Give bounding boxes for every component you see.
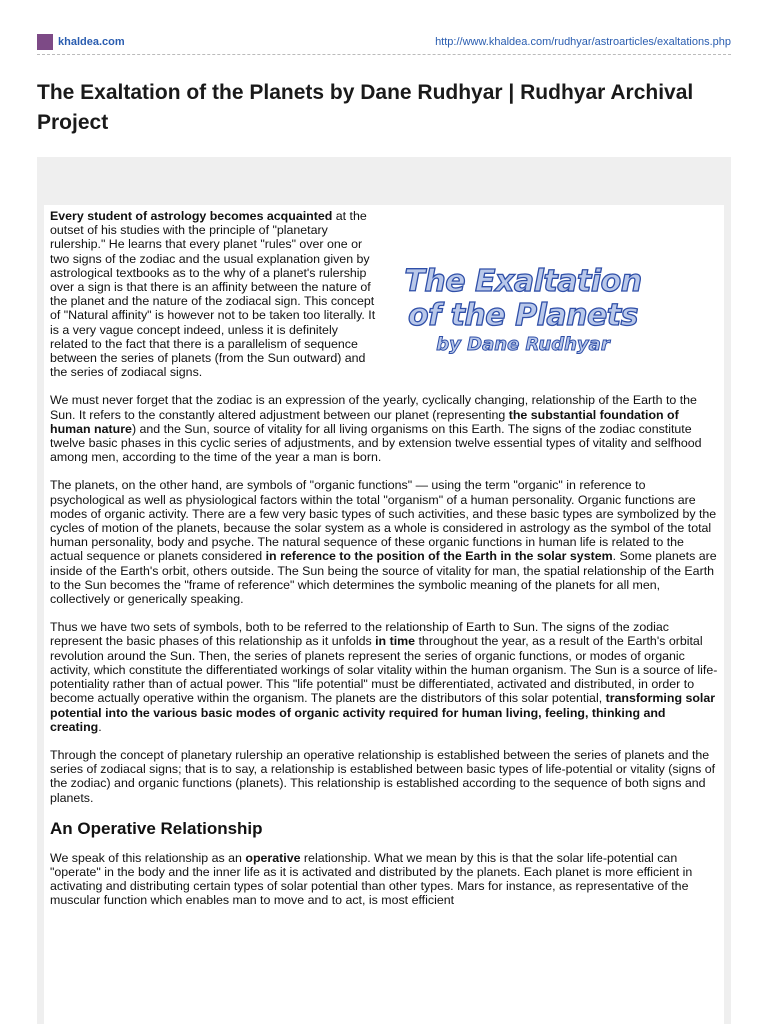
text: Through the concept of planetary rulership an operative relationship is established between the series of planets and the series of zodiacal signs; that is to say, a relationship is established between basic types of life-potential or vitality (signs of the zodiac) and organic functions (planets). This relationship is established according to the sequence of both signs and planets. bbox=[50, 747, 716, 805]
article-body bbox=[44, 205, 724, 1024]
paragraph-2 bbox=[50, 393, 718, 464]
text: at the outset of his studies with the principle of "planetary rulership." He learns that every planet "rules" over one or two signs of the zodiac and the usual explanation given by astrological textbooks as to the why of a planet's rulership over a sign is that there is an affinity between the nature of the planet and the nature of the zodiacal sign. This concept of "Natural affinity" is however not to be taken too literally. It is a very vague concept indeed, unless it is definitely related to the fact that there is a parallelism of sequence between the series of planets (from the Sun outward) and the series of zodiacal signs. bbox=[50, 209, 376, 380]
banner-line-1: The Exaltation bbox=[404, 264, 642, 299]
bold-text: in reference to the position of the Earth in the solar system bbox=[265, 549, 613, 564]
banner-line-3: by Dane Rudhyar bbox=[436, 334, 610, 355]
site-link[interactable] bbox=[37, 34, 125, 50]
bold-text: transforming solar potential into the various basic modes of organic activity required for human living, feeling, thinking and creating bbox=[50, 691, 716, 734]
bold-text: Every student of astrology becomes acquainted bbox=[50, 209, 333, 223]
site-name[interactable]: khaldea.com bbox=[58, 36, 125, 48]
article-banner-image bbox=[388, 241, 658, 381]
bold-text: in time bbox=[375, 634, 416, 649]
text: . bbox=[98, 719, 102, 734]
bold-text: operative bbox=[245, 850, 301, 865]
site-favicon-icon bbox=[37, 34, 53, 50]
text: throughout the year, as a result of the Earth's orbital revolution around the Sun. Then, the series of planets represent the series of organic functions, or modes of organic activity, which constitute the differentiated workings of solar vitality within the human organism. The Sun is a source of life-potentiality rather than of actual power. This "life potential" must be differentiated, activated and distributed, in order to become actually operative within the organism. The planets are the distributors of this solar potential, bbox=[50, 634, 718, 706]
section-heading: An Operative Relationship bbox=[50, 818, 263, 838]
text: The planets, on the other hand, are symbols of "organic functions" — using the term "organic" in reference to psychological as well as physiological factors within the total "organism" of a human personality. Organic functions are modes of organic activity. There are a few very basic types of such activities, and these basic types are symbolized by the cycles of motion of the planets, because the solar system as a whole is considered in astrology as the symbol of the total human personality, body and psyche. The natural sequence of these organic functions in human life is related to the actual sequence or planets considered bbox=[50, 478, 717, 564]
text: ) and the Sun, source of vitality for all living organisms on this Earth. The signs of the zodiac constitute twelve basic phases in this cyclic series of adjustments, and by extension twelve essential types of vitality and selfhood among men, according to the time of the year a man is born. bbox=[50, 421, 702, 465]
text: . Some planets are inside of the Earth's orbit, others outside. The Sun being the source of vitality for man, the spatial relationship of the Earth to the Sun becomes the "frame of reference" which determines the symbolic meaning of the planets for all men, collectively or generically speaking. bbox=[50, 549, 717, 607]
paragraph-6 bbox=[50, 851, 718, 908]
text: We speak of this relationship as an bbox=[50, 850, 246, 865]
text: relationship. What we mean by this is that the solar life-potential can "operate" in the body and the inner life as it is activated and distributed by the planets. Each planet is more efficient in activating and distributing certain types of solar potential than other types. Mars for instance, as representative of the muscular function which enables man to move and to act, is most efficient bbox=[50, 850, 693, 908]
header-divider bbox=[37, 54, 731, 55]
paragraph-3 bbox=[50, 478, 718, 606]
bold-text: the substantial foundation of human nature bbox=[50, 407, 679, 436]
text: Thus we have two sets of symbols, both to be referred to the relationship of Earth to Sun. The signs of the zodiac represent the basic phases of this relationship as it unfolds bbox=[50, 620, 669, 649]
page-title: The Exaltation of the Planets by Dane Rudhyar | Rudhyar Archival Project bbox=[37, 81, 694, 134]
page-url[interactable]: http://www.khaldea.com/rudhyar/astroarticles/exaltations.php bbox=[435, 36, 731, 48]
top-gray-band bbox=[37, 157, 731, 205]
paragraph-5 bbox=[50, 748, 718, 805]
paragraph-4 bbox=[50, 620, 718, 734]
text: We must never forget that the zodiac is an expression of the yearly, cyclically changing, relationship of the Earth to the Sun. It refers to the constantly altered adjustment between our planet (representing bbox=[50, 393, 697, 422]
banner-line-2: of the Planets bbox=[407, 298, 638, 333]
print-header bbox=[37, 32, 731, 52]
